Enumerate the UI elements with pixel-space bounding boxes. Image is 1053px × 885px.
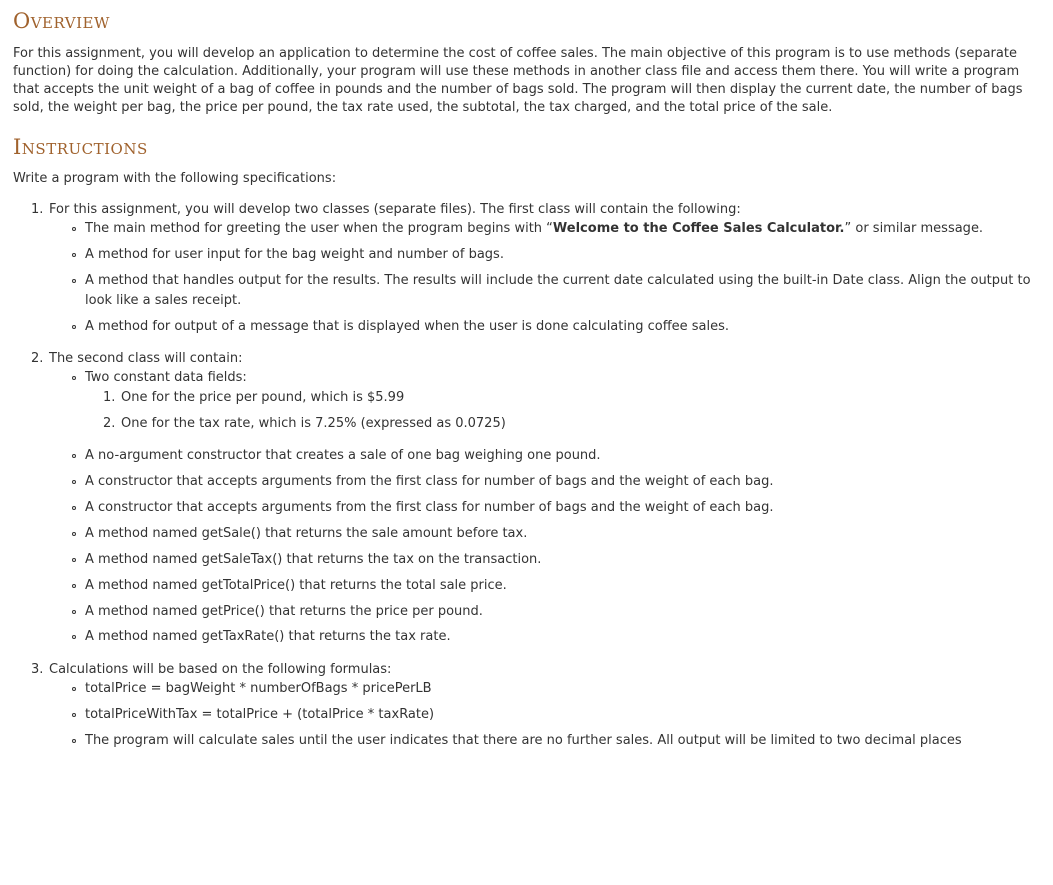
formula-item: totalPrice = bagWeight * numberOfBags * pricePerLB [85, 681, 432, 696]
list-item-number: 2. [31, 351, 44, 366]
bullet-icon [72, 687, 76, 691]
bullet-text-prefix: The main method for greeting the user when the program begins with “ [85, 221, 553, 236]
list-item: Two constant data fields: [85, 370, 247, 385]
list-item: A method named getSale() that returns the sale amount before tax. [85, 526, 528, 541]
list-item: A method for user input for the bag weight and number of bags. [85, 247, 504, 262]
bullet-icon [72, 279, 76, 283]
bullet-icon [72, 253, 76, 257]
list-item: A constructor that accepts arguments from the first class for number of bags and the weight of each bag. [85, 474, 774, 489]
bullet-icon [72, 739, 76, 743]
instructions-heading: Instructions [13, 135, 148, 159]
bullet-text-suffix: ” or similar message. [844, 221, 984, 236]
list-item-text: For this assignment, you will develop two classes (separate files). The first class will contain the following: [49, 202, 741, 217]
list-item-text: Calculations will be based on the following formulas: [49, 662, 392, 677]
bullet-icon [72, 227, 76, 231]
bullet-icon [72, 506, 76, 510]
list-item: A method that handles output for the results. The results will include the current date calculated using the built-in Date class. Align the output to [85, 273, 1031, 288]
welcome-message: Welcome to the Coffee Sales Calculator. [552, 221, 845, 236]
overview-paragraph: For this assignment, you will develop an application to determine the cost of coffee sales. The main objective of this program is to use methods (separate function) for doing the calculation. Additionally, your program will use these methods in another class file and access them there. You will write a program that accepts the unit weight of a bag of coffee in pounds and the number of bags sold. The program will then display the current date, the number of bags sold, the weight per bag, the price per pound, the tax rate used, the subtotal, the tax charged, and the total price of the sale. [13, 46, 1023, 115]
bullet-icon [72, 584, 76, 588]
bullet-icon [72, 610, 76, 614]
list-item-number: 3. [31, 662, 44, 677]
list-item: A method for output of a message that is displayed when the user is done calculating coffee sales. [85, 319, 730, 334]
sub-list-item: One for the tax rate, which is 7.25% (expressed as 0.0725) [121, 416, 506, 431]
bullet-icon [72, 713, 76, 717]
list-item: A method named getPrice() that returns the price per pound. [85, 604, 483, 619]
list-item: A no-argument constructor that creates a sale of one bag weighing one pound. [85, 448, 601, 463]
sub-list-number: 2. [103, 416, 116, 431]
bullet-icon [72, 454, 76, 458]
sub-list-item: One for the price per pound, which is $5.99 [121, 390, 405, 405]
list-item: The program will calculate sales until the user indicates that there are no further sales. All output will be limited to two decimal places [85, 733, 962, 748]
bullet-icon [72, 376, 76, 380]
list-item-number: 1. [31, 202, 44, 217]
list-item: A constructor that accepts arguments from the first class for number of bags and the weight of each bag. [85, 500, 774, 515]
bullet-icon [72, 532, 76, 536]
list-item: A method named getTaxRate() that returns the tax rate. [85, 629, 451, 644]
formula-item: totalPriceWithTax = totalPrice + (totalPrice * taxRate) [85, 707, 435, 722]
bullet-icon [72, 325, 76, 329]
list-item-continuation: look like a sales receipt. [85, 293, 242, 308]
list-item-text: The second class will contain: [49, 351, 243, 366]
list-item: A method named getTotalPrice() that returns the total sale price. [85, 578, 507, 593]
bullet-icon [72, 480, 76, 484]
list-item [85, 220, 983, 238]
instructions-intro: Write a program with the following specifications: [13, 171, 337, 186]
list-item: A method named getSaleTax() that returns the tax on the transaction. [85, 552, 542, 567]
bullet-icon [72, 558, 76, 562]
overview-heading: Overview [13, 9, 110, 33]
sub-list-number: 1. [103, 390, 116, 405]
bullet-icon [72, 635, 76, 639]
